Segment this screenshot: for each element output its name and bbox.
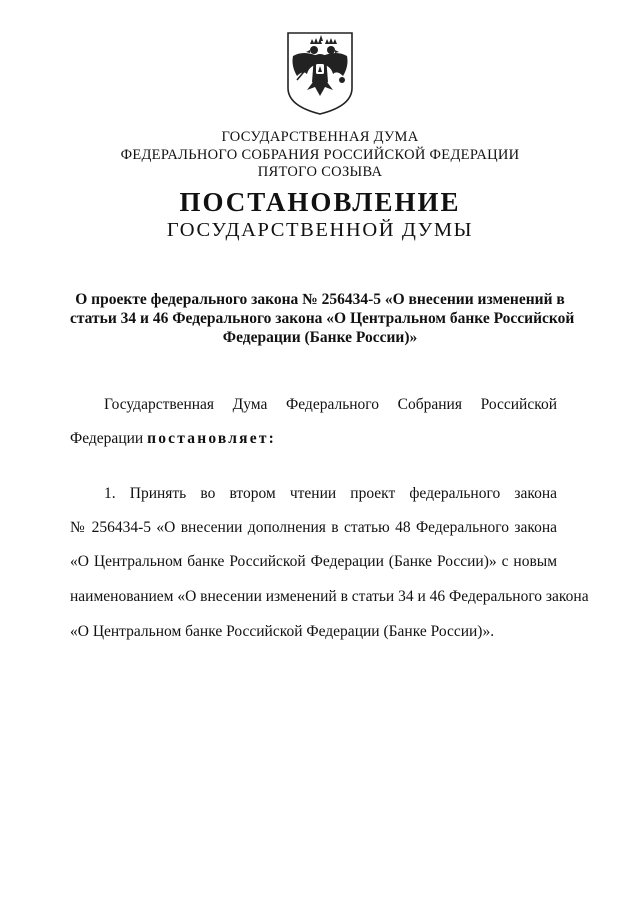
document-subject (70, 290, 575, 347)
resolves-word: постановляет: (147, 430, 276, 447)
document-type-title: ПОСТАНОВЛЕНИЕ (179, 187, 461, 217)
clause-1-line-2: № 256434-5 «О внесении дополнения в статью 48 Федерального закона (70, 519, 557, 536)
document-type-subtitle: ГОСУДАРСТВЕННОЙ ДУМЫ (166, 219, 474, 241)
clause-1-line-4: наименованием «О внесении изменений в статьи 34 и 46 Федерального закона (70, 588, 589, 605)
subject-line-1: О проекте федерального закона № 256434-5 «О внесении изменений в (75, 291, 565, 308)
clause-1-line-5: «О Центральном банке Российской Федерации (Банке России)». (70, 623, 495, 640)
issuer-header (0, 129, 640, 182)
clause-1-line-3: «О Центральном банке Российской Федерации (Банке России)» с новым (70, 553, 557, 570)
clause-1-line-1: 1. Принять во втором чтении проект федерального закона (104, 485, 557, 502)
header-line-1: ГОСУДАРСТВЕННАЯ ДУМА (221, 129, 419, 145)
coat-of-arms-emblem (285, 30, 355, 116)
header-line-3: ПЯТОГО СОЗЫВА (257, 164, 383, 180)
header-line-2: ФЕДЕРАЛЬНОГО СОБРАНИЯ РОССИЙСКОЙ ФЕДЕРАЦИИ (120, 146, 520, 163)
subject-line-2: статьи 34 и 46 Федерального закона «О Центральном банке Российской (70, 310, 575, 327)
preamble-line-1: Государственная Дума Федерального Собрания Российской (104, 396, 557, 413)
subject-line-3: Федерации (Банке России)» (222, 329, 418, 346)
preamble-text: Федерации (70, 430, 148, 447)
preamble-line-2 (70, 430, 557, 448)
